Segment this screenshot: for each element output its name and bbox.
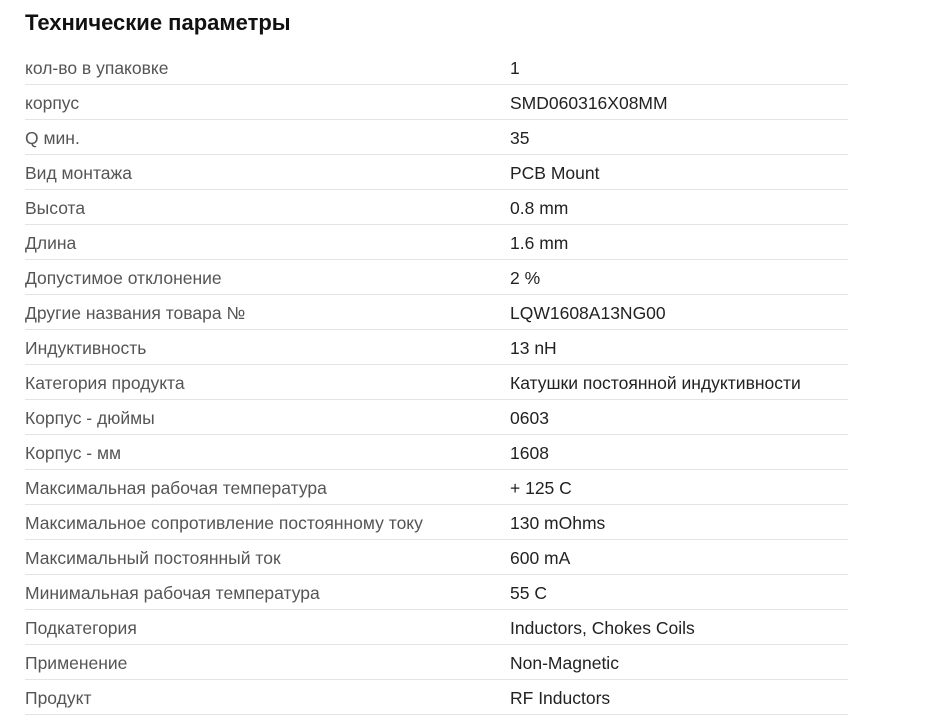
- param-label: Категория продукта: [25, 373, 185, 393]
- param-label: Другие названия товара №: [25, 303, 246, 323]
- param-value: Катушки постоянной индуктивности: [510, 373, 801, 393]
- param-label: корпус: [25, 93, 80, 113]
- parameters-table: [25, 50, 848, 715]
- table-row: [25, 225, 848, 260]
- table-row: [25, 505, 848, 540]
- param-value: SMD060316X08MM: [510, 93, 668, 113]
- param-label: Длина: [25, 233, 77, 253]
- param-label: Максимальный постоянный ток: [25, 548, 281, 568]
- param-label: Продукт: [25, 688, 92, 708]
- table-row: [25, 155, 848, 190]
- param-value: + 125 C: [510, 478, 572, 498]
- table-row: [25, 435, 848, 470]
- table-row: [25, 365, 848, 400]
- table-row: [25, 575, 848, 610]
- table-row: [25, 50, 848, 85]
- param-label: Q мин.: [25, 128, 80, 148]
- table-row: [25, 120, 848, 155]
- param-value: 0.8 mm: [510, 198, 569, 218]
- param-value: 35: [510, 128, 530, 148]
- table-row: [25, 680, 848, 715]
- param-value: 13 nH: [510, 338, 557, 358]
- param-value: 1.6 mm: [510, 233, 569, 253]
- table-row: [25, 295, 848, 330]
- param-value: PCB Mount: [510, 163, 600, 183]
- table-row: [25, 470, 848, 505]
- table-row: [25, 400, 848, 435]
- param-label: Корпус - дюймы: [25, 408, 155, 428]
- param-value: LQW1608A13NG00: [510, 303, 666, 323]
- table-row: [25, 85, 848, 120]
- param-label: Минимальная рабочая температура: [25, 583, 320, 603]
- param-value: 2 %: [510, 268, 541, 288]
- table-row: [25, 190, 848, 225]
- param-label: Корпус - мм: [25, 443, 122, 463]
- param-label: Применение: [25, 653, 128, 673]
- param-label: Подкатегория: [25, 618, 137, 638]
- table-row: [25, 260, 848, 295]
- param-value: RF Inductors: [510, 688, 611, 708]
- table-row: [25, 540, 848, 575]
- table-row: [25, 645, 848, 680]
- param-label: кол-во в упаковке: [25, 58, 169, 78]
- param-label: Максимальная рабочая температура: [25, 478, 327, 498]
- section-title: Технические параметры: [25, 10, 291, 35]
- param-value: 55 C: [510, 583, 547, 603]
- table-row: [25, 610, 848, 645]
- param-value: 600 mA: [510, 548, 571, 568]
- param-label: Вид монтажа: [25, 163, 132, 183]
- param-value: Non-Magnetic: [510, 653, 619, 673]
- param-label: Индуктивность: [25, 338, 147, 358]
- param-value: Inductors, Chokes Coils: [510, 618, 695, 638]
- param-value: 0603: [510, 408, 549, 428]
- param-value: 130 mOhms: [510, 513, 606, 533]
- param-label: Максимальное сопротивление постоянному току: [25, 513, 423, 533]
- param-value: 1: [510, 58, 520, 78]
- param-label: Высота: [25, 198, 86, 218]
- param-value: 1608: [510, 443, 549, 463]
- param-label: Допустимое отклонение: [25, 268, 222, 288]
- table-row: [25, 330, 848, 365]
